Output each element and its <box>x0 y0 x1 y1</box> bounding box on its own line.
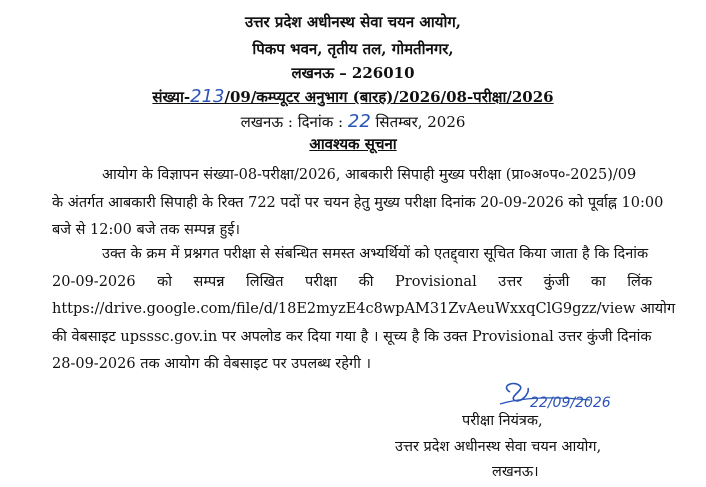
reference-handwritten-number: 213 <box>190 86 225 107</box>
paragraph-line: के अंतर्गत आबकारी सिपाही के रिक्त 722 पदों पर चयन हेतु मुख्य परीक्षा दिनांक 20-09-2026 को पूर्वाह्न 10:00 <box>52 194 664 211</box>
paragraph-line: की वेबसाइट upsssc.gov.in पर अपलोड कर दिया गया है । सूच्य है कि उक्त Provisional उत्तर कुंजी दिनांक <box>52 328 652 345</box>
paragraph-line: बजे से 12:00 बजे तक सम्पन्न हुई। <box>52 222 240 238</box>
reference-number <box>0 86 706 107</box>
org-address: पिकप भवन, तृतीय तल, गोमतीनगर, <box>252 40 454 58</box>
reference-prefix: संख्या- <box>152 88 191 106</box>
notice-title: आवश्यक सूचना <box>309 135 397 153</box>
signatory-city: लखनऊ। <box>492 464 539 480</box>
org-name: उत्तर प्रदेश अधीनस्थ सेवा चयन आयोग, <box>244 13 462 31</box>
paragraph-line: 20-09-2026 को सम्पन्न लिखित परीक्षा की Provisional उत्तर कुंजी का लिंक <box>52 273 652 290</box>
paragraph-answer-key <box>52 241 676 379</box>
reference-suffix: /09/कम्प्यूटर अनुभाग (बारह)/2026/08-परीक्षा/2026 <box>224 88 554 106</box>
answer-key-link[interactable]: https://drive.google.com/file/d/18E2myzE4c8wpAM31ZvAeuWxxqClG9gzz/view आयोग <box>52 301 676 317</box>
signature-date: 22/09/2026 <box>530 395 611 411</box>
signatory-designation: परीक्षा नियंत्रक, <box>462 413 543 429</box>
signatory-organization: उत्तर प्रदेश अधीनस्थ सेवा चयन आयोग, <box>395 439 602 455</box>
paragraph-line: 28-09-2026 तक आयोग की वेबसाइट पर उपलब्ध रहेगी । <box>52 356 371 372</box>
paragraph-line: उक्त के क्रम में प्रश्नगत परीक्षा से संबन्धित समस्त अभ्यर्थियों को एतद्द्वारा सूचित किया जाता है कि दिनांक <box>102 246 649 262</box>
date-handwritten-day: 22 <box>347 111 371 132</box>
date-prefix: लखनऊ : दिनांक : <box>240 113 348 131</box>
date-suffix: सितम्बर, 2026 <box>370 113 466 131</box>
org-city-pin: लखनऊ – 226010 <box>291 64 415 82</box>
paragraph-exam-info <box>52 162 664 245</box>
paragraph-line: आयोग के विज्ञापन संख्या-08-परीक्षा/2026, आबकारी सिपाही मुख्य परीक्षा (प्रा०अ०प०-2025)/09 <box>102 167 637 183</box>
notice-date <box>0 111 706 132</box>
